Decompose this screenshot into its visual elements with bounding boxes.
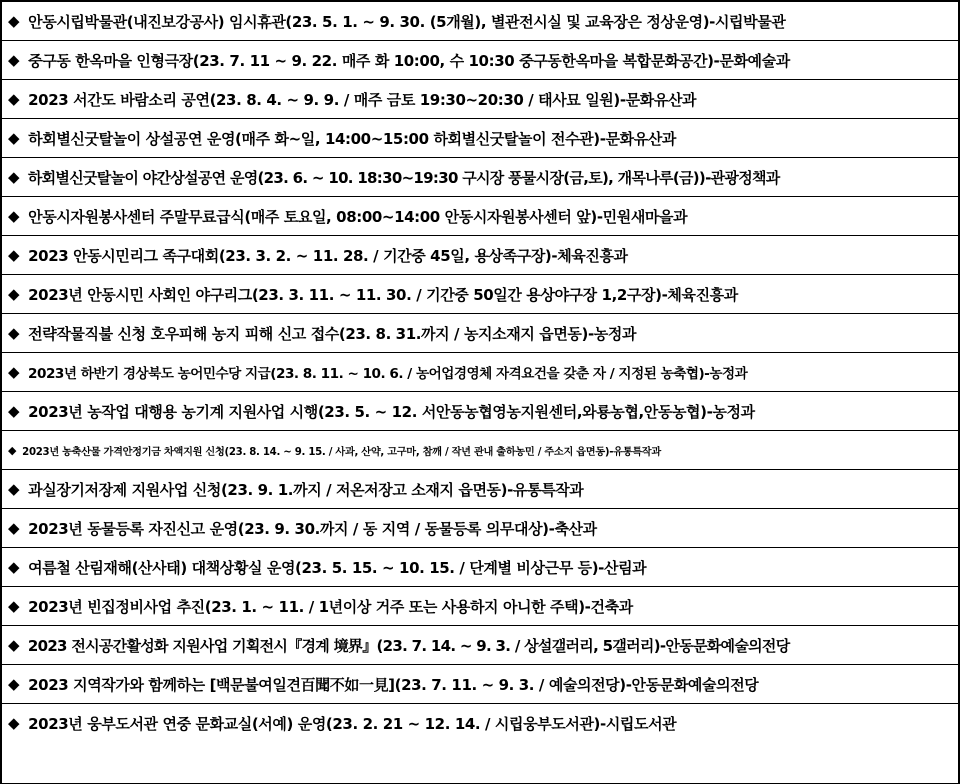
black-diamond-icon: ◆ xyxy=(8,167,19,186)
notice-text: 여름철 산림재해(산사태) 대책상황실 운영(23. 5. 15. ~ 10. 15. / 단계별 비상근무 등)-산림과 xyxy=(28,558,647,577)
notice-row xyxy=(2,119,958,158)
notice-text: 2023년 안동시민 사회인 야구리그(23. 3. 11. ~ 11. 30. / 기간중 50일간 용상야구장 1,2구장)-체육진흥과 xyxy=(28,285,738,304)
black-diamond-icon: ◆ xyxy=(8,128,20,147)
notice-text: 2023년 하반기 경상북도 농어민수당 지급(23. 8. 11. ~ 10. 6. / 농어업경영체 자격요건을 갖춘 자 / 지정된 농축협)-농정과 xyxy=(28,366,748,382)
notice-row xyxy=(2,2,958,41)
black-diamond-icon: ◆ xyxy=(8,443,17,457)
notice-text: 안동시립박물관(내진보강공사) 임시휴관(23. 5. 1. ~ 9. 30. (5개월), 별관전시실 및 교육장은 정상운영)-시립박물관 xyxy=(28,12,786,31)
black-diamond-icon: ◆ xyxy=(8,401,20,420)
notice-text: 2023년 농축산물 가격안정기금 차액지원 신청(23. 8. 14. ~ 9. 15. / 사과, 산약, 고구마, 참깨 / 작년 관내 출하농민 / 주소지 읍면동)-유통특작과 xyxy=(22,446,661,458)
black-diamond-icon: ◆ xyxy=(8,557,20,576)
black-diamond-icon: ◆ xyxy=(8,11,20,30)
notice-text: 2023년 빈집정비사업 추진(23. 1. ~ 11. / 1년이상 거주 또는 사용하지 아니한 주택)-건축과 xyxy=(28,597,633,616)
notice-text: 2023년 동물등록 자진신고 운영(23. 9. 30.까지 / 동 지역 / 동물등록 의무대상)-축산과 xyxy=(28,519,597,538)
notice-text: 안동시자원봉사센터 주말무료급식(매주 토요일, 08:00~14:00 안동시자원봉사센터 앞)-민원새마을과 xyxy=(28,207,688,226)
notice-row xyxy=(2,665,958,704)
notice-row xyxy=(2,548,958,587)
black-diamond-icon: ◆ xyxy=(8,596,20,615)
notice-text: 과실장기저장제 지원사업 신청(23. 9. 1.까지 / 저온저장고 소재지 읍면동)-유통특작과 xyxy=(28,480,584,499)
black-diamond-icon: ◆ xyxy=(8,50,20,69)
notice-row xyxy=(2,509,958,548)
black-diamond-icon: ◆ xyxy=(8,714,20,732)
notice-row xyxy=(2,197,958,236)
black-diamond-icon: ◆ xyxy=(8,323,20,342)
notice-row xyxy=(2,236,958,275)
notice-row xyxy=(2,275,958,314)
notice-row xyxy=(2,353,958,392)
notice-text: 중구동 한옥마을 인형극장(23. 7. 11 ~ 9. 22. 매주 화 10:00, 수 10:30 중구동한옥마을 복합문화공간)-문화예술과 xyxy=(28,51,790,70)
notice-text: 하회별신굿탈놀이 상설공연 운영(매주 화~일, 14:00~15:00 하회별신굿탈놀이 전수관)-문화유산과 xyxy=(28,129,677,148)
notice-text: 전략작물직불 신청 호우피해 농지 피해 신고 접수(23. 8. 31.까지 / 농지소재지 읍면동)-농정과 xyxy=(28,324,637,343)
notice-text: 2023 전시공간활성화 지원사업 기획전시『경계 境界』(23. 7. 14. ~ 9. 3. / 상설갤러리, 5갤러리)-안동문화예술의전당 xyxy=(27,636,790,655)
notice-row xyxy=(2,626,958,665)
black-diamond-icon: ◆ xyxy=(8,206,20,225)
black-diamond-icon: ◆ xyxy=(8,518,20,537)
black-diamond-icon: ◆ xyxy=(8,362,20,381)
notice-row xyxy=(2,80,958,119)
notice-text: 2023 지역작가와 함께하는 [백문불여일견百聞不如一見](23. 7. 11. ~ 9. 3. / 예술의전당)-안동문화예술의전당 xyxy=(28,675,759,694)
notice-text: 2023 서간도 바람소리 공연(23. 8. 4. ~ 9. 9. / 매주 금토 19:30~20:30 / 태사묘 일원)-문화유산과 xyxy=(28,90,697,109)
black-diamond-icon: ◆ xyxy=(8,284,20,303)
notice-row xyxy=(2,587,958,626)
black-diamond-icon: ◆ xyxy=(8,479,20,498)
notice-row xyxy=(2,41,958,80)
black-diamond-icon: ◆ xyxy=(8,674,20,693)
notice-row xyxy=(2,314,958,353)
black-diamond-icon: ◆ xyxy=(8,635,19,654)
black-diamond-icon: ◆ xyxy=(8,89,20,108)
notice-row xyxy=(2,392,958,431)
notice-row xyxy=(2,158,958,197)
notice-row xyxy=(2,704,958,743)
notice-text: 하회별신굿탈놀이 야간상설공연 운영(23. 6. ~ 10. 18:30~19:30 구시장 풍물시장(금,토), 개목나루(금))-관광정책과 xyxy=(27,168,780,187)
notice-row xyxy=(2,431,958,470)
black-diamond-icon: ◆ xyxy=(8,245,20,264)
notice-text: 2023 안동시민리그 족구대회(23. 3. 2. ~ 11. 28. / 기간중 45일, 용상족구장)-체육진흥과 xyxy=(28,246,628,265)
notice-text: 2023년 농작업 대행용 농기계 지원사업 시행(23. 5. ~ 12. 서안동농협영농지원센터,와룡농협,안동농협)-농정과 xyxy=(28,402,755,421)
notice-row xyxy=(2,470,958,509)
notice-text: 2023년 웅부도서관 연중 문화교실(서예) 운영(23. 2. 21 ~ 12. 14. / 시립웅부도서관)-시립도서관 xyxy=(28,715,677,733)
